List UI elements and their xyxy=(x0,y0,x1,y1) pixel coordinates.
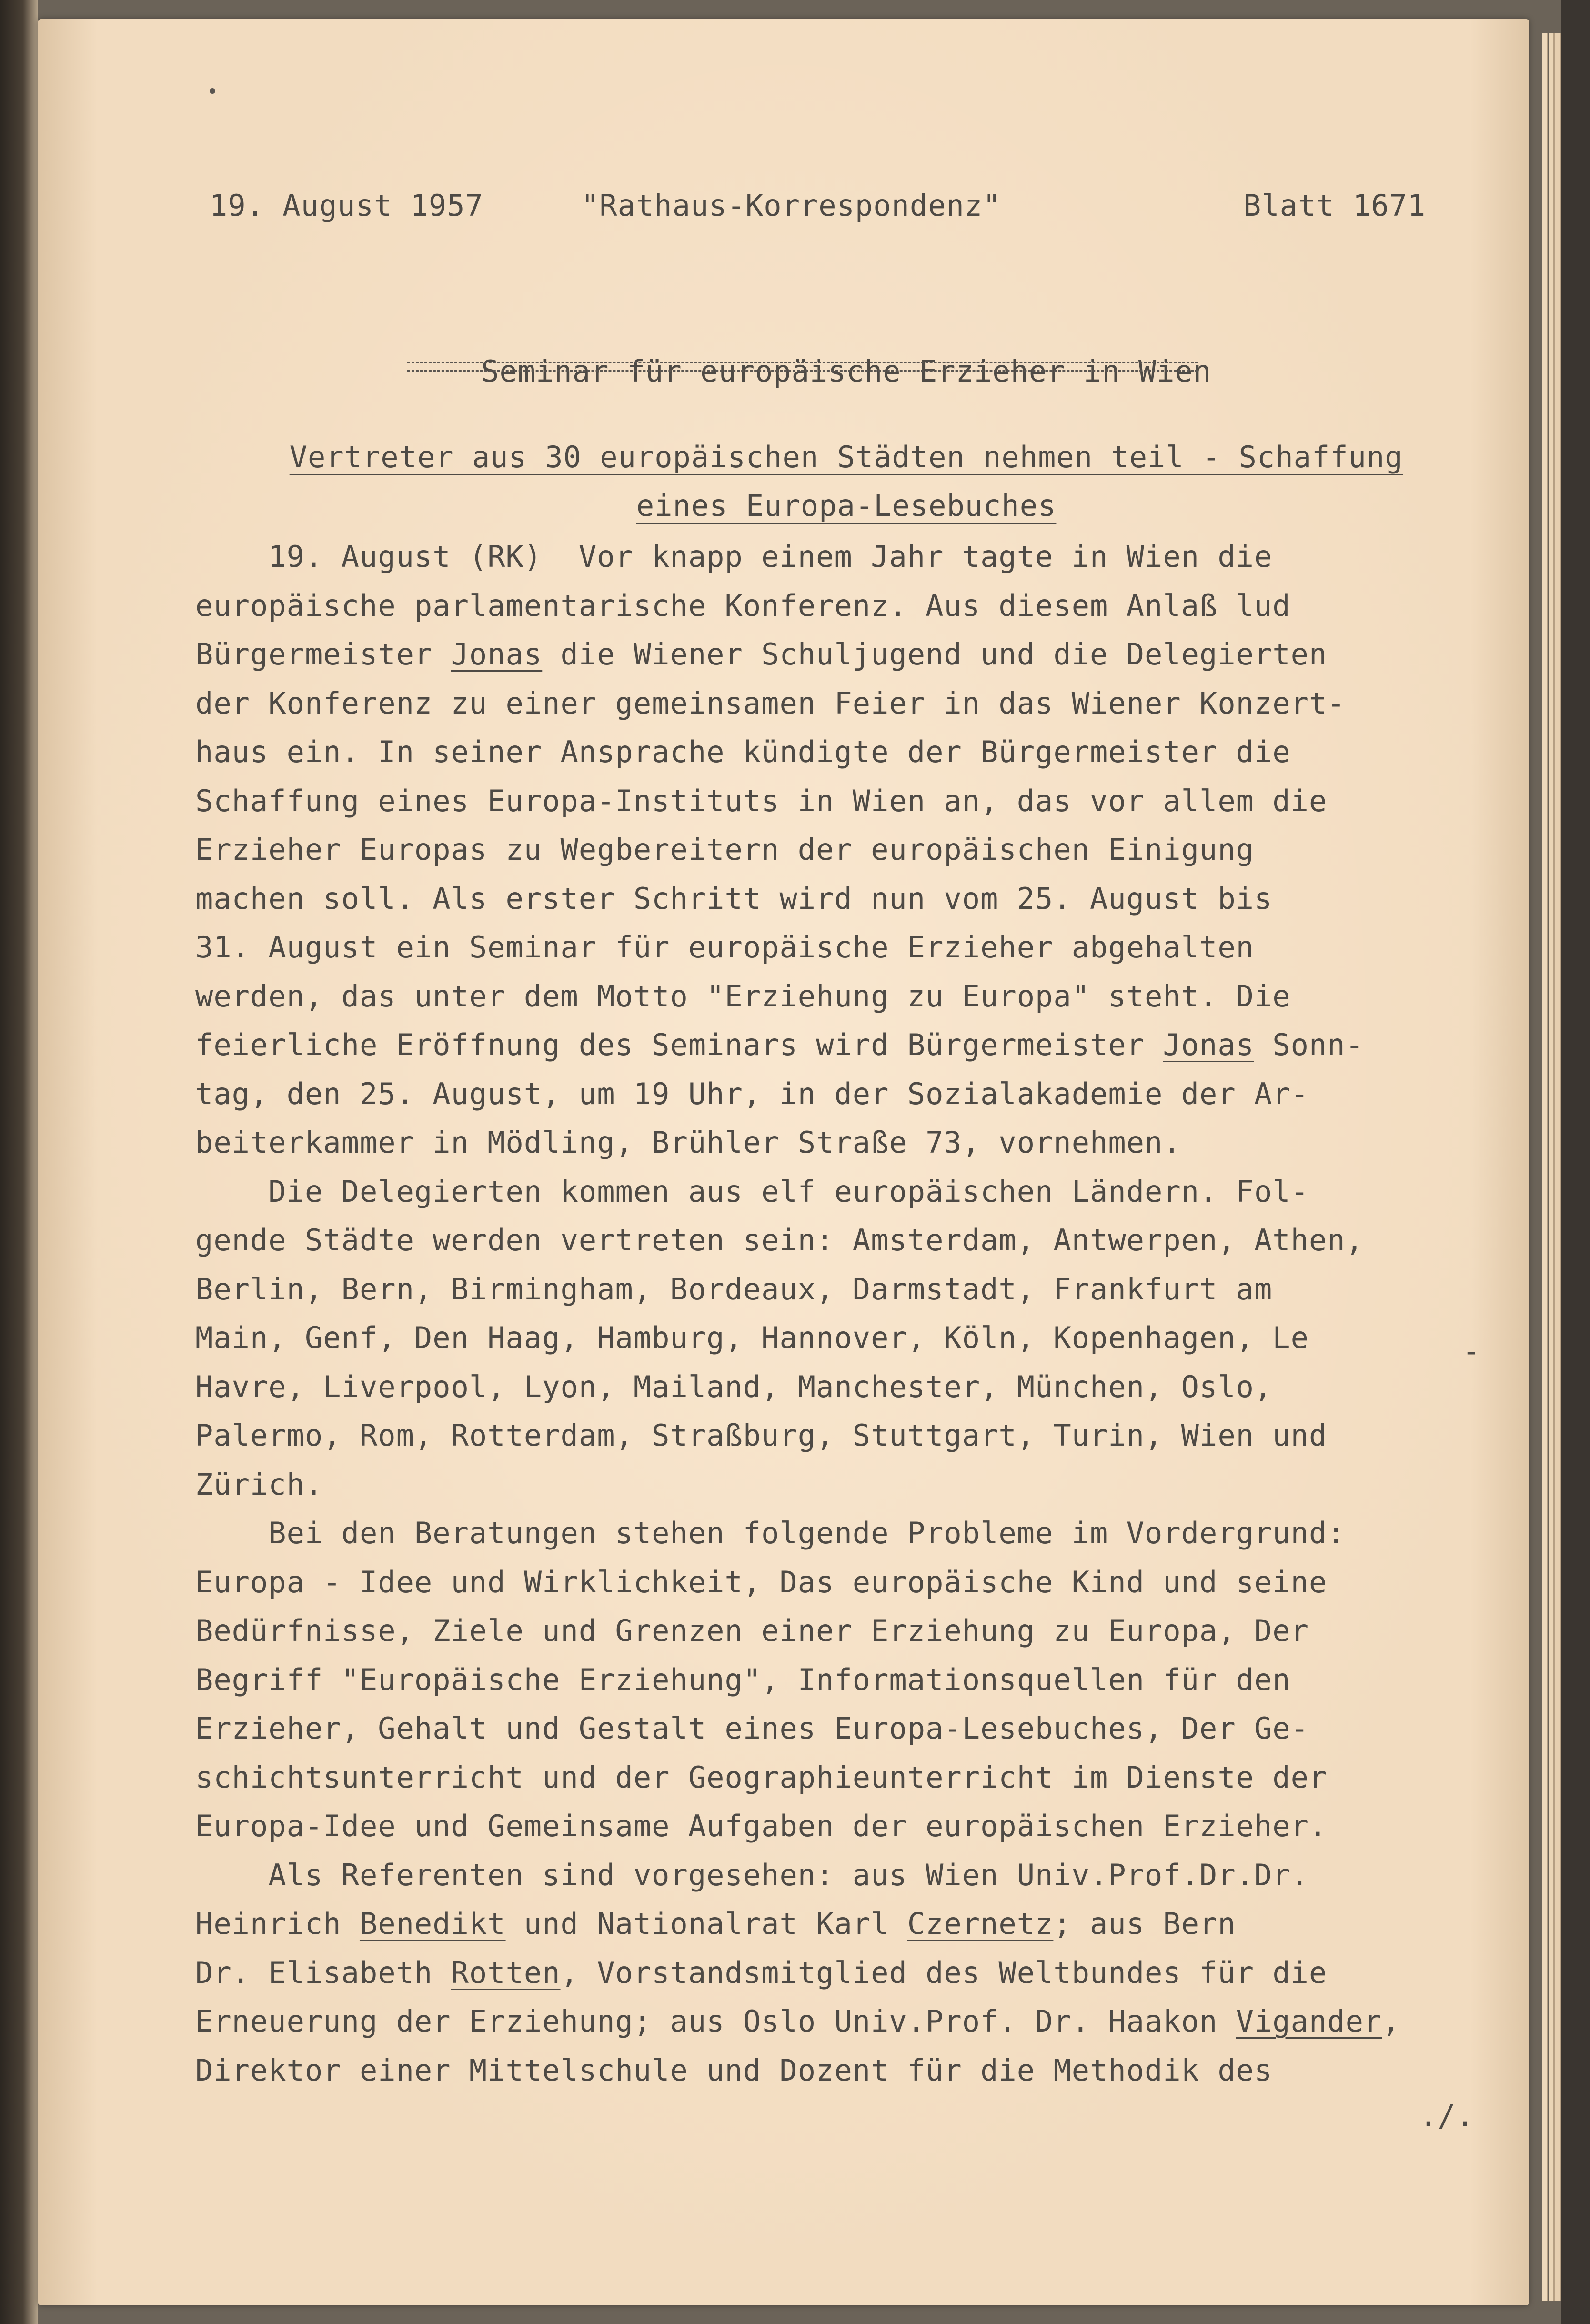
body-line xyxy=(195,1851,1453,1900)
line-text: Erneuerung der Erziehung; aus Oslo Univ.Prof. Dr. Haakon xyxy=(195,2004,1236,2039)
header-date: 19. August 1957 xyxy=(210,188,483,223)
title-double-rule xyxy=(407,362,1198,372)
continuation-mark: ./. xyxy=(1419,2098,1474,2133)
line-text: machen soll. Als erster Schritt wird nun vom 25. August bis xyxy=(195,881,1273,916)
document-page xyxy=(38,19,1529,2305)
line-text: beiterkammer in Mödling, Brühler Straße 73, vornehmen. xyxy=(195,1125,1181,1160)
line-text: der Konferenz zu einer gemeinsamen Feier in das Wiener Konzert- xyxy=(195,685,1346,721)
line-text: Bürgermeister xyxy=(195,637,451,672)
line-text: Erzieher, Gehalt und Gestalt eines Europa-Lesebuches, Der Ge- xyxy=(195,1711,1309,1746)
margin-mark: - xyxy=(1462,1334,1481,1368)
line-text: Bedürfnisse, Ziele und Grenzen einer Erziehung zu Europa, Der xyxy=(195,1613,1309,1648)
underlined-name: Czernetz xyxy=(907,1906,1054,1941)
line-text: Main, Genf, Den Haag, Hamburg, Hannover, Köln, Kopenhagen, Le xyxy=(195,1320,1309,1355)
line-text: Dr. Elisabeth xyxy=(195,1955,451,1990)
body-line xyxy=(195,1753,1453,1802)
body-line xyxy=(195,1314,1453,1363)
body-line xyxy=(195,777,1453,826)
body-line xyxy=(195,1997,1453,2046)
line-text: Direktor einer Mittelschule und Dozent für die Methodik des xyxy=(195,2052,1273,2088)
page-stack-edge xyxy=(1549,33,1555,2301)
body-line xyxy=(195,1656,1453,1705)
stray-ink-dot xyxy=(210,88,215,94)
line-text: Erzieher Europas zu Wegbereitern der europäischen Einigung xyxy=(195,832,1254,867)
body-line xyxy=(195,1118,1453,1167)
line-text: Europa-Idee und Gemeinsame Aufgaben der europäischen Erzieher. xyxy=(195,1809,1328,1843)
body-line xyxy=(195,923,1453,972)
binding-edge xyxy=(1561,0,1590,2324)
underlined-name: Vigander xyxy=(1236,2004,1382,2039)
line-text: Schaffung eines Europa-Instituts in Wien an, das vor allem die xyxy=(195,783,1328,818)
body-line xyxy=(195,728,1453,777)
line-text: , Vorstandsmitglied des Weltbundes für die xyxy=(560,1955,1328,1990)
body-line xyxy=(195,1558,1453,1607)
line-text: Havre, Liverpool, Lyon, Mailand, Manchester, München, Oslo, xyxy=(195,1369,1273,1404)
body-line xyxy=(195,1802,1453,1851)
article-subtitle-line-2: eines Europa-Lesebuches xyxy=(636,488,1057,523)
body-line xyxy=(195,1167,1453,1217)
line-text: Sonn- xyxy=(1254,1027,1364,1062)
line-text: schichtsunterricht und der Geographieunterricht im Dienste der xyxy=(195,1760,1328,1795)
header-sheet-number: Blatt 1671 xyxy=(1243,188,1426,223)
line-text: Berlin, Bern, Birmingham, Bordeaux, Darmstadt, Frankfurt am xyxy=(195,1271,1273,1307)
body-line xyxy=(195,875,1453,924)
body-line xyxy=(195,1363,1453,1412)
line-text: Zürich. xyxy=(195,1467,323,1502)
line-text: feierliche Eröffnung des Seminars wird Bürgermeister xyxy=(195,1027,1163,1062)
line-text: , xyxy=(1382,2004,1400,2039)
line-text: europäische parlamentarische Konferenz. Aus diesem Anlaß lud xyxy=(195,588,1291,623)
line-text: haus ein. In seiner Ansprache kündigte der Bürgermeister die xyxy=(195,734,1291,769)
body-line xyxy=(195,1509,1453,1558)
article-title: Seminar für europäische Erzieher in Wien xyxy=(481,354,1212,389)
page-header xyxy=(171,188,1439,231)
line-text: tag, den 25. August, um 19 Uhr, in der Sozialakademie der Ar- xyxy=(195,1076,1309,1111)
header-publication: "Rathaus-Korrespondenz" xyxy=(581,188,1001,223)
body-line xyxy=(195,1704,1453,1753)
line-text: Als Referenten sind vorgesehen: aus Wien Univ.Prof.Dr.Dr. xyxy=(195,1857,1309,1892)
line-text: Die Delegierten kommen aus elf europäischen Ländern. Fol- xyxy=(195,1174,1309,1209)
line-text: 19. August (RK) Vor knapp einem Jahr tagte in Wien die xyxy=(195,539,1273,574)
body-line xyxy=(195,1216,1453,1265)
underlined-name: Jonas xyxy=(451,637,543,672)
body-line xyxy=(195,1411,1453,1460)
body-line xyxy=(195,825,1453,875)
underlined-name: Jonas xyxy=(1163,1027,1254,1062)
page-stack-edge xyxy=(1555,33,1561,2301)
article-subtitle-line-1: Vertreter aus 30 europäischen Städten nehmen teil - Schaffung xyxy=(289,440,1403,474)
line-text: Palermo, Rom, Rotterdam, Straßburg, Stuttgart, Turin, Wien und xyxy=(195,1418,1328,1453)
body-line xyxy=(195,582,1453,631)
body-line xyxy=(195,1021,1453,1070)
line-text: Heinrich xyxy=(195,1906,360,1941)
line-text: 31. August ein Seminar für europäische Erzieher abgehalten xyxy=(195,930,1254,965)
body-line xyxy=(195,1607,1453,1656)
body-line xyxy=(195,679,1453,728)
body-line xyxy=(195,630,1453,679)
body-line xyxy=(195,2046,1453,2095)
line-text: Europa - Idee und Wirklichkeit, Das europäische Kind und seine xyxy=(195,1564,1328,1600)
article-body xyxy=(195,533,1453,2095)
body-line xyxy=(195,972,1453,1021)
line-text: werden, das unter dem Motto "Erziehung zu Europa" steht. Die xyxy=(195,978,1291,1014)
line-text: ; aus Bern xyxy=(1053,1906,1236,1941)
line-text: und Nationalrat Karl xyxy=(505,1906,907,1941)
body-line xyxy=(195,1460,1453,1509)
line-text: die Wiener Schuljugend und die Delegierten xyxy=(542,637,1328,672)
body-line xyxy=(195,533,1453,582)
page-stack-edge xyxy=(1542,33,1548,2301)
body-line xyxy=(195,1949,1453,1998)
previous-page-edge xyxy=(0,0,38,2324)
underlined-name: Rotten xyxy=(451,1955,561,1990)
body-line xyxy=(195,1265,1453,1314)
line-text: gende Städte werden vertreten sein: Amsterdam, Antwerpen, Athen, xyxy=(195,1223,1364,1258)
body-line xyxy=(195,1070,1453,1119)
line-text: Begriff "Europäische Erziehung", Informationsquellen für den xyxy=(195,1662,1291,1697)
line-text: Bei den Beratungen stehen folgende Probleme im Vordergrund: xyxy=(195,1516,1346,1550)
underlined-name: Benedikt xyxy=(359,1906,506,1941)
body-line xyxy=(195,1900,1453,1949)
